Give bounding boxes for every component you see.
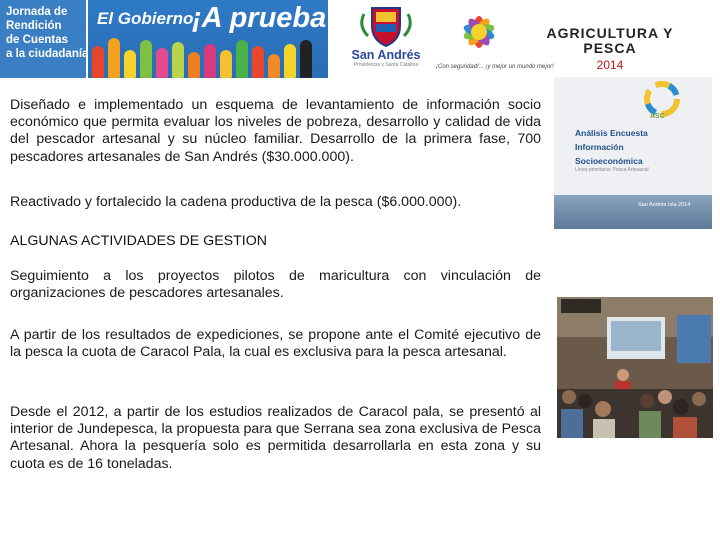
hand-icon — [236, 40, 248, 78]
paragraph-caracol-pala: A partir de los resultados de expediciones, se propone ante el Comité ejecutivo de la pesca la cuota de Caracol Pala, la cual es exclusiva para la pesca artesanal. — [10, 327, 541, 361]
hand-icon — [124, 50, 136, 78]
cover-footer-bar — [554, 195, 712, 229]
sun-logo — [436, 2, 554, 78]
cover-title-line: Análisis Encuesta — [575, 128, 648, 138]
hand-icon — [108, 38, 120, 78]
slogan-text: El Gobierno — [97, 9, 194, 28]
hand-icon — [156, 48, 168, 78]
slogan-banner — [88, 0, 344, 78]
hand-icon — [204, 44, 216, 78]
cover-title-line: Información — [575, 142, 624, 152]
report-cover-image — [554, 77, 712, 227]
logo-tagline: ¡Con seguridad!... ¡y mejor un mundo mejor! — [436, 64, 554, 70]
san-andres-logo — [348, 4, 424, 76]
jornada-line: Rendición — [6, 20, 62, 32]
slogan-headline: ¡A prueba ! — [192, 2, 344, 34]
hand-icon — [252, 46, 264, 78]
jornada-banner — [0, 0, 89, 78]
paragraph-maricultura: Seguimiento a los proyectos pilotos de maricultura con vinculación de organizaciones de pescadores artesanales. — [10, 268, 541, 302]
sun-flower-icon — [436, 2, 522, 64]
cover-title-line: Socioeconómica — [575, 156, 643, 166]
hand-icon — [92, 46, 104, 78]
section-year: 2014 — [596, 58, 624, 72]
section-title: AGRICULTURA Y PESCA — [546, 25, 674, 56]
hand-icon — [284, 44, 296, 78]
hand-icon — [188, 52, 200, 78]
asc-logo-text: ASC — [650, 113, 665, 120]
activities-heading: ALGUNAS ACTIVIDADES DE GESTION — [10, 233, 268, 249]
hand-icon — [300, 40, 312, 78]
paragraph-encuesta: Diseñado e implementado un esquema de levantamiento de información socio económico que permita evaluar los niveles de pobreza, desarrollo y calidad de vida del pescador artesanal y su núcleo familiar. Desarrollo de la primera fase, 700 pescadores artesanales de San Andrés ($30.000.000). — [10, 97, 541, 165]
jornada-line: de Cuentas — [6, 34, 68, 46]
hand-icon — [220, 50, 232, 78]
paragraph-cadena: Reactivado y fortalecido la cadena productiva de la pesca ($6.000.000). — [10, 194, 462, 210]
hand-icon — [140, 40, 152, 78]
asc-logo-icon — [644, 81, 680, 117]
paragraph-serrana: Desde el 2012, a partir de los estudios realizados de Caracol pala, se presentó al interior de Jundepesca, la propuesta para que Serrana sea zona exclusiva de Pesca Artesanal. Ahora la pesquería solo es permitida desarrollarla en esta zona y su cuota es de 16 toneladas. — [10, 404, 541, 472]
logo-text: San Andrés — [351, 48, 421, 62]
jornada-line: Jornada de — [6, 6, 68, 18]
cover-subtitle: Línea prioritaria: Pesca Artesanal — [575, 167, 649, 173]
meeting-photo — [557, 297, 713, 438]
meeting-scene-icon — [557, 297, 713, 438]
hand-icon — [172, 42, 184, 78]
cover-footer-text: San Andrés Isla 2014 — [638, 202, 691, 208]
coat-of-arms-icon — [348, 4, 424, 48]
hand-icon — [268, 54, 280, 78]
jornada-line: a la ciudadanía — [6, 48, 89, 60]
logo-subtext: Providencia y Santa Catalina — [353, 62, 419, 68]
